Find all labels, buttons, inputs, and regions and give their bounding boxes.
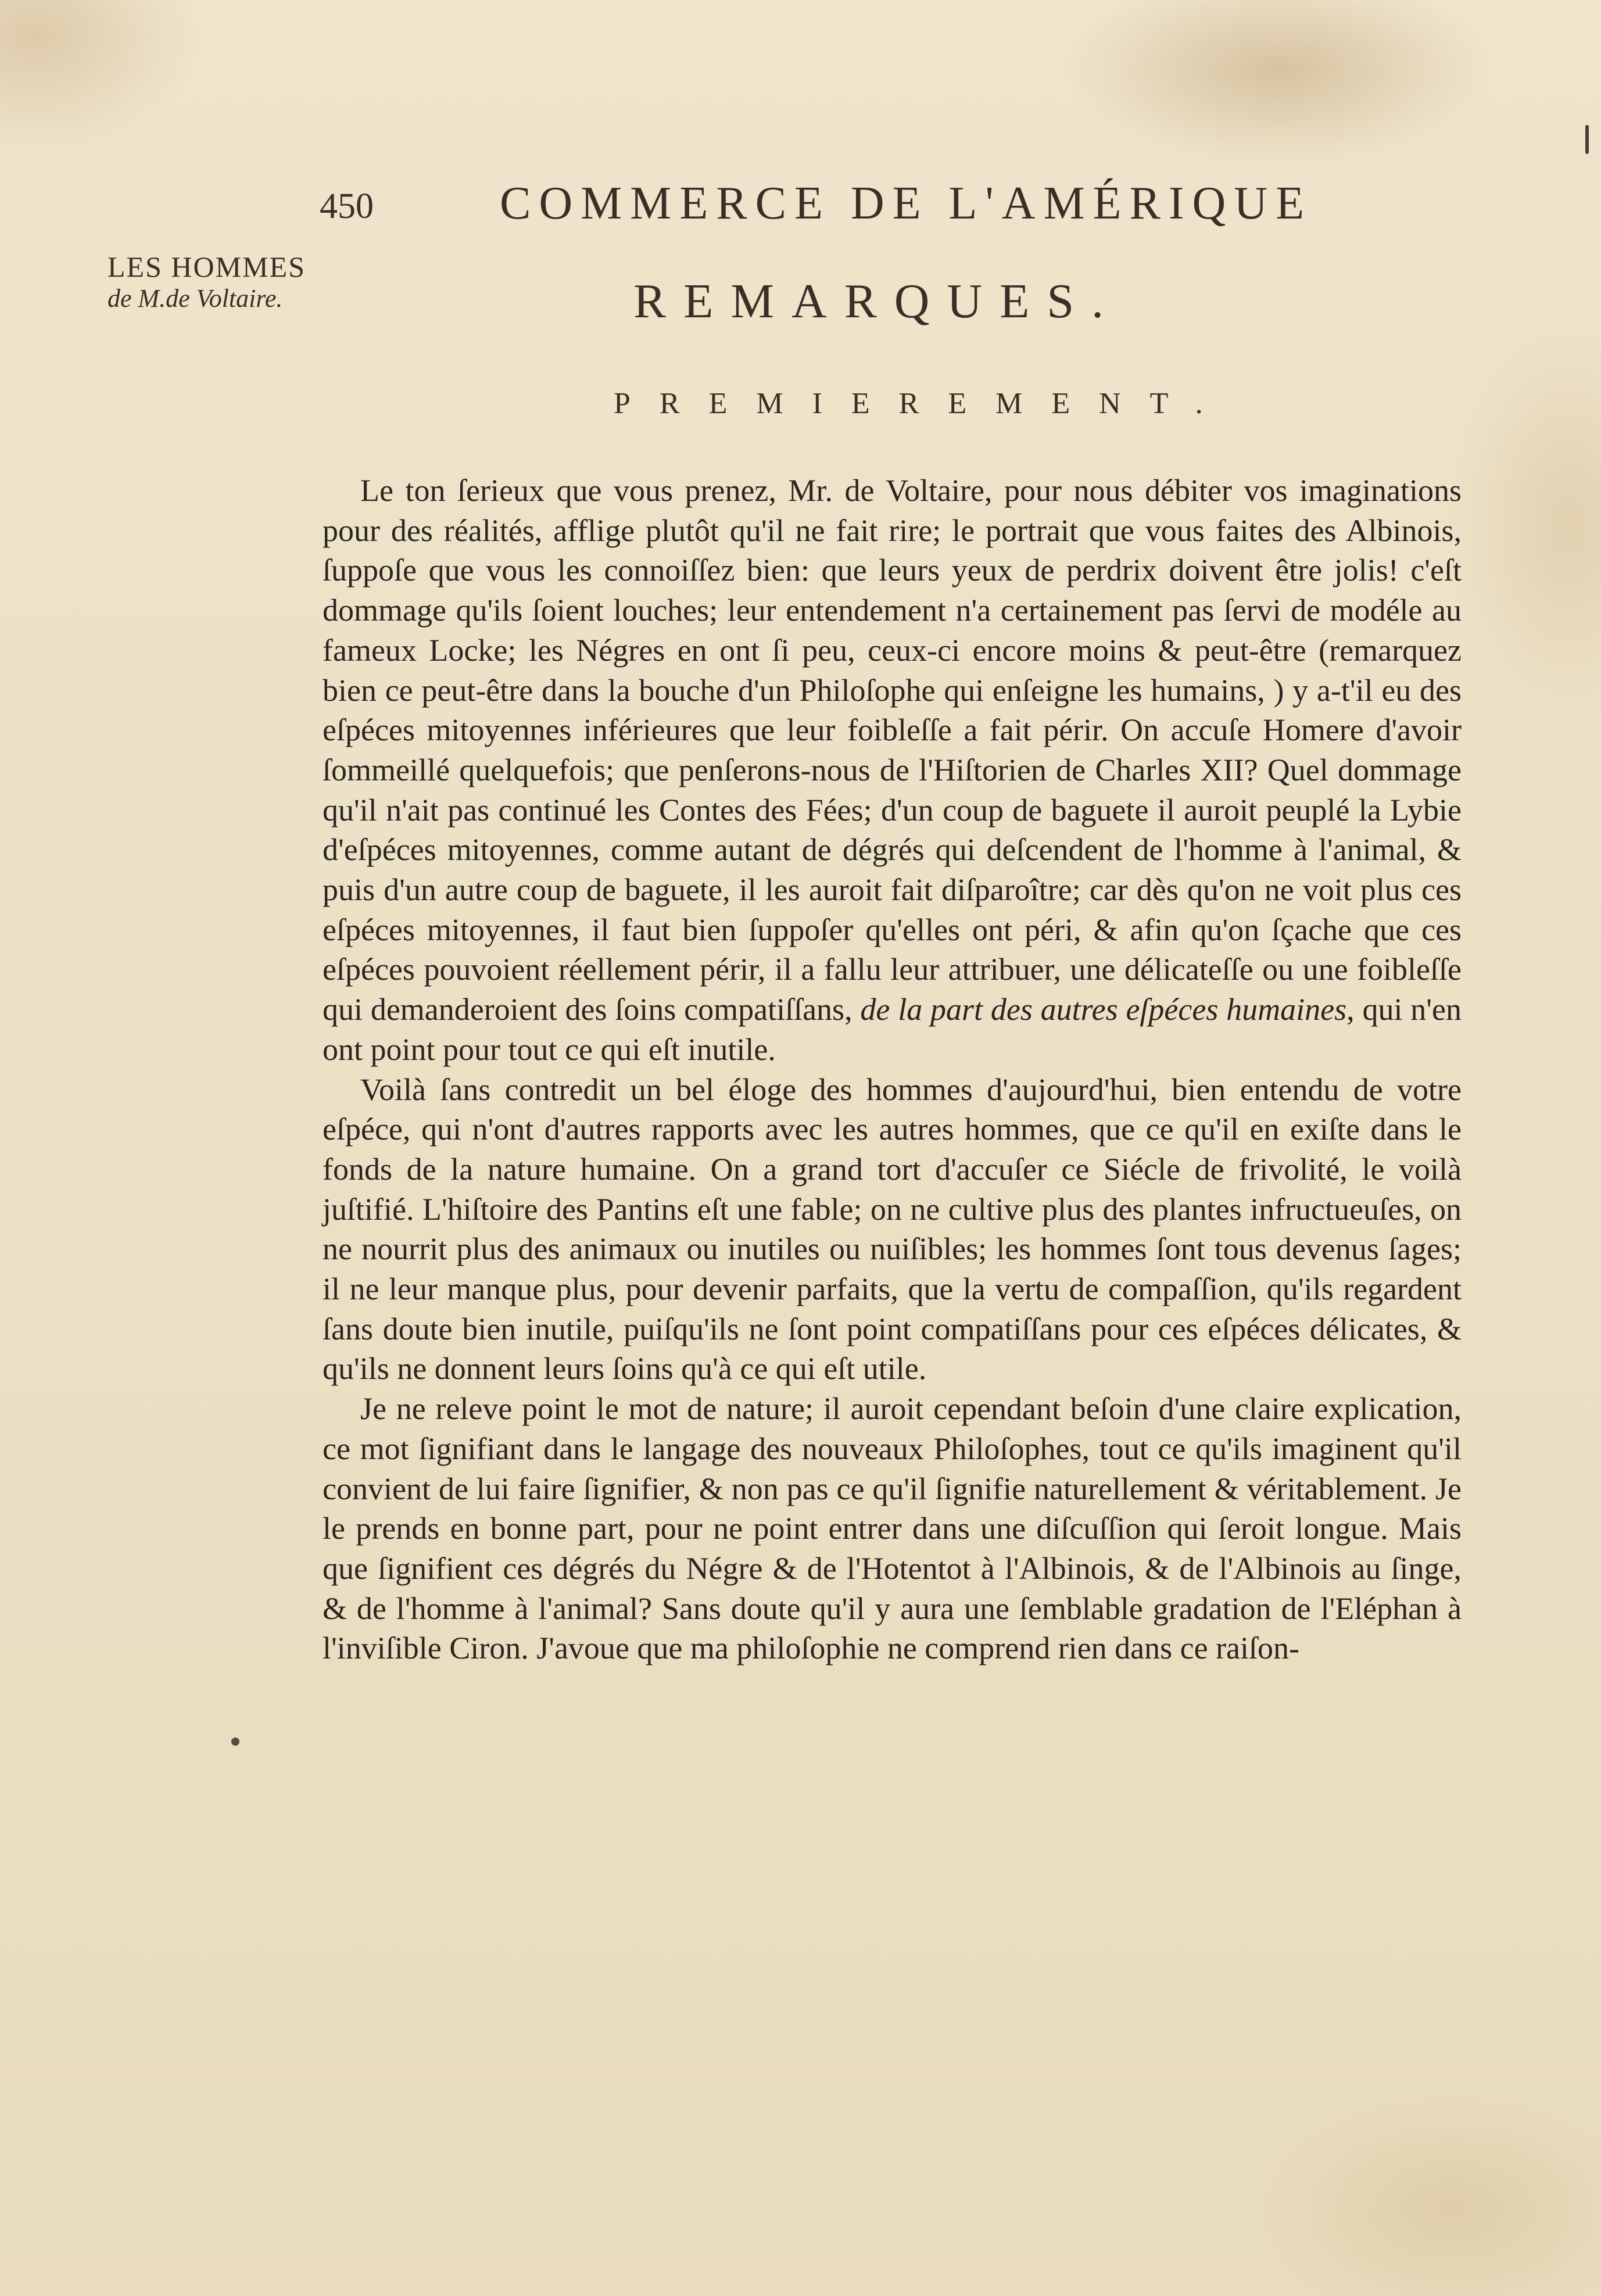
section-subtitle: PREMIEREMENT. xyxy=(614,387,1232,420)
paragraph-3: Je ne releve point le mot de nature; il auroit cependant beſoin d'une claire explication, ce mot ſignifiant dans le langage des nouveaux Philoſophes, tout ce qu'ils imaginent qu'il convient de lui faire ſignifier, & non pas ce qu'il ſignifie naturellement & véritablement. Je le prends en bonne part, pour ne point entrer dans une diſcuſſion qui ſeroit longue. Mais que ſignifient ces dégrés du Négre & de l'Hotentot à l'Albinois, & de l'Albinois au ſinge, & de l'homme à l'animal? Sans doute qu'il y aura une ſemblable gradation de l'Eléphan à l'inviſible Ciron. J'avoue que ma philoſophie ne comprend rien dans ce raiſon- xyxy=(323,1391,1462,1666)
paragraph-2: Voilà ſans contredit un bel éloge des hommes d'aujourd'hui, bien entendu de votre eſpéce, qui n'ont d'autres rapports avec les autres hommes, que ce qu'il en exiſte dans le fonds de la nature humaine. On a grand tort d'accuſer ce Siécle de frivolité, le voilà juſtifié. L'hiſtoire des Pantins eſt une fable; on ne cultive plus des plantes infructueuſes, on ne nourrit plus des animaux ou inutiles ou nuiſibles; les hommes ſont tous devenus ſages; il ne leur manque plus, pour devenir parfaits, que la vertu de compaſſion, qu'ils regardent ſans doute bien inutile, puiſqu'ils ne ſont point compatiſſans pour ces eſpéces délicates, & qu'ils ne donnent leurs ſoins qu'à ce qui eſt utile. xyxy=(323,1072,1462,1387)
section-title: REMARQUES. xyxy=(633,274,1122,328)
page-edge-mark xyxy=(1585,125,1589,154)
margin-note-subtitle: de M.de Voltaire. xyxy=(108,284,283,313)
page-number: 450 xyxy=(320,187,374,226)
body-text xyxy=(323,471,1462,1668)
paragraph-1-italic: de la part des autres eſpéces humaines xyxy=(860,992,1347,1027)
paragraph-1-text-a: Le ton ſerieux que vous prenez, Mr. de Voltaire, pour nous débiter vos imaginations pour des réalités, afflige plutôt qu'il ne fait rire; le portrait que vous faites des Albinois, ſuppoſe que vous les connoiſſez bien: que leurs yeux de perdrix doivent être jolis! c'eſt dommage qu'ils ſoient louches; leur entendement n'a certainement pas ſervi de modéle au fameux Locke; les Négres en ont ſi peu, ceux-ci encore moins & peut-être (remarquez bien ce peut-être dans la bouche d'un Philoſophe qui enſeigne les humains, ) y a-t'il eu des eſpéces mitoyennes inférieures que leur foibleſſe a fait périr. On accuſe Homere d'avoir ſommeillé quelquefois; que penſerons-nous de l'Hiſtorien de Charles XII? Quel dommage qu'il n'ait pas continué les Contes des Fées; d'un coup de baguete il auroit peuplé la Lybie d'eſpéces mitoyennes, comme autant de dégrés qui deſcendent de l'homme à l'animal, & puis d'un autre coup de baguete, il les auroit fait diſparoître; car dès qu'on ne voit plus ces eſpéces mitoyennes, il faut bien ſuppoſer qu'elles ont péri, & afin qu'on ſçache que ces eſpéces pouvoient réellement périr, il a fallu leur attribuer, une délicateſſe ou une foibleſſe qui demanderoient des ſoins compatiſſans, xyxy=(323,473,1462,1027)
margin-note-title: LES HOMMES xyxy=(108,250,306,283)
running-head: COMMERCE DE L'AMÉRIQUE xyxy=(500,178,1312,229)
paragraph-1-text-b: , qui n'en ont point pour tout ce qui eſt inutile. xyxy=(323,992,1462,1067)
printer-dot-mark xyxy=(231,1738,239,1746)
margin-note xyxy=(108,250,340,314)
paragraph-1 xyxy=(323,471,1462,1070)
